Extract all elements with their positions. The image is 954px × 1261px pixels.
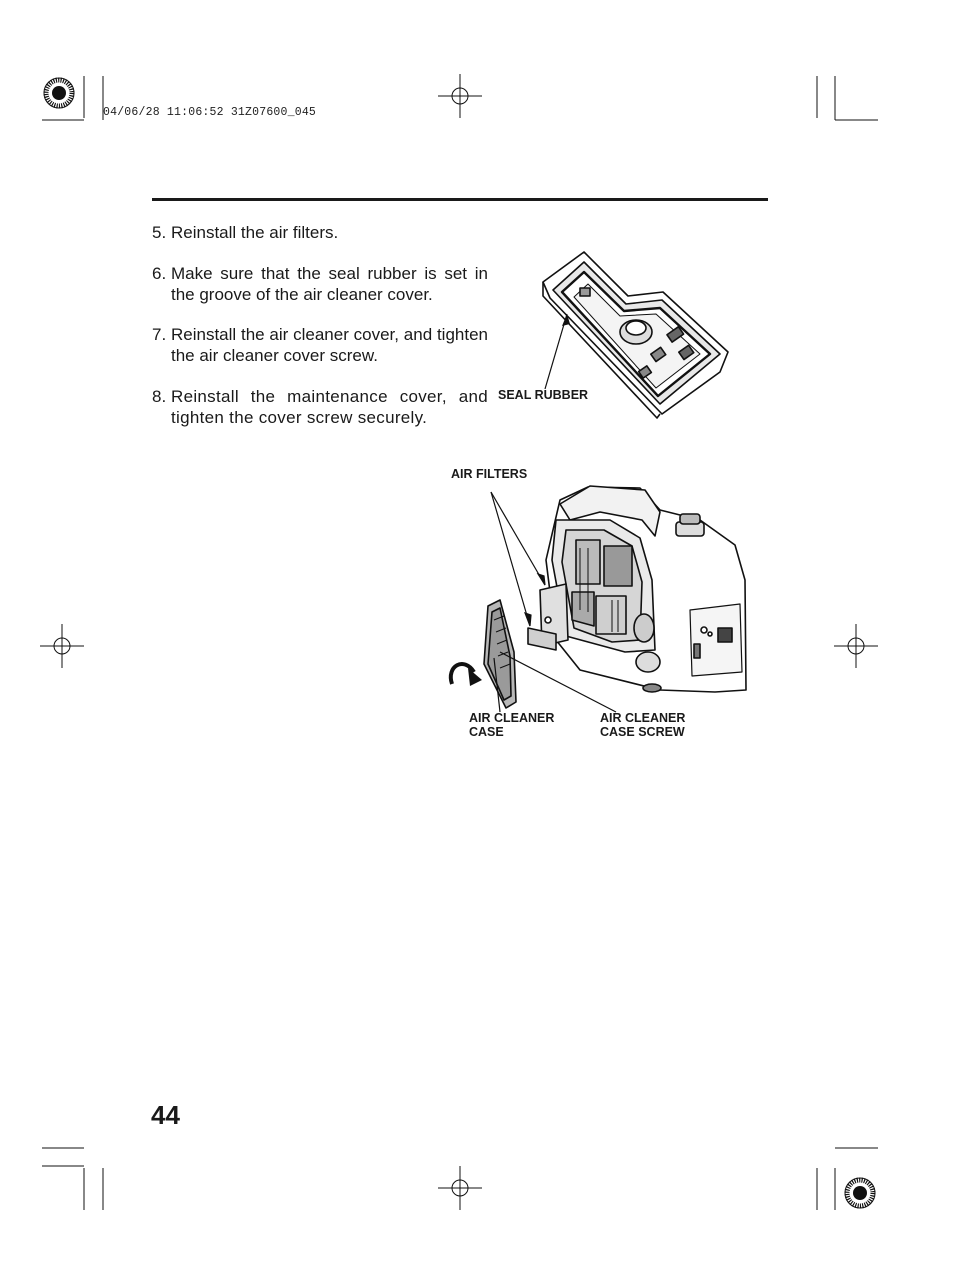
seal-rubber-label: SEAL RUBBER [498, 388, 589, 402]
air-filters-label: AIR FILTERS [451, 467, 528, 481]
step-number: 5. [152, 223, 167, 242]
step-text: Reinstall the air filters. [171, 223, 339, 242]
air-cleaner-case-label [469, 711, 554, 739]
label-line: AIR CLEANER [600, 711, 686, 725]
step-text: Make sure that the seal rubber is set in the groove of the air cleaner cover. [171, 263, 488, 304]
air-cleaner-case-screw-label [600, 711, 685, 739]
step-text: Reinstall the air cleaner cover, and tighten the air cleaner cover screw. [171, 325, 488, 365]
print-timestamp: 04/06/28 11:06:52 31Z07600_045 [103, 106, 317, 119]
label-line: CASE [469, 725, 504, 739]
step-number: 7. [152, 325, 167, 344]
page-number: 44 [151, 1100, 180, 1130]
label-line: AIR CLEANER [469, 711, 555, 725]
air-filters-leader-1 [491, 492, 545, 585]
rotate-arrow-icon [451, 664, 482, 686]
step-number: 8. [152, 386, 167, 406]
label-line: CASE SCREW [600, 725, 685, 739]
step-text: Reinstall the maintenance cover, and tighten the cover screw securely. [171, 386, 488, 427]
step-number: 6. [152, 263, 167, 283]
